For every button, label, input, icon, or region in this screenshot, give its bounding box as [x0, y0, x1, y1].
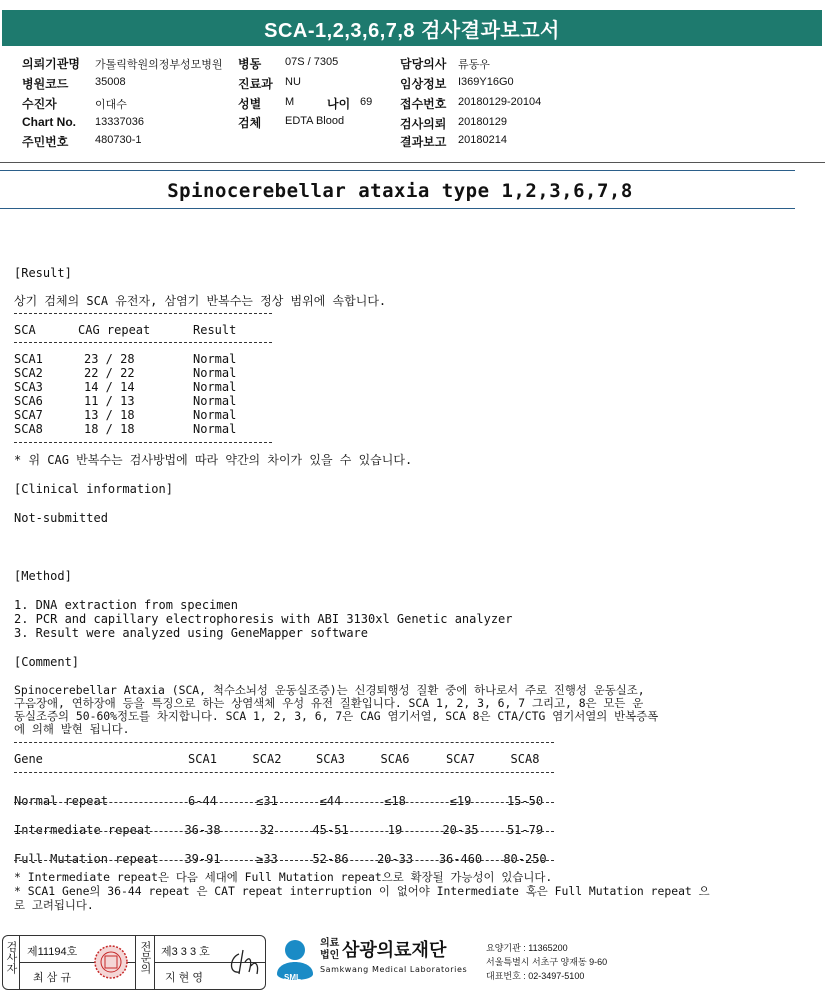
examiner-name: 최 삼 규	[33, 972, 71, 984]
value-receipt-no: 20180129-20104	[458, 96, 542, 108]
gene-header-cell: SCA2	[252, 752, 282, 766]
org-prefix-bottom: 법인	[320, 950, 340, 961]
gene-table-header	[14, 752, 556, 780]
comment-heading: [Comment]	[14, 655, 80, 669]
gene-cell: 20-33	[376, 852, 414, 866]
gene-header-cell: SCA1	[188, 752, 217, 766]
org-prefix-top: 의료	[320, 938, 340, 949]
org-phone: 대표번호 : 02-3497-5100	[486, 971, 585, 981]
cell-sca: SCA3	[14, 380, 43, 394]
cell-result: Normal	[193, 408, 237, 422]
reviewer-license: 제3 3 3 호	[161, 946, 210, 958]
label-resident-no: 주민번호	[22, 135, 69, 149]
gene-cell: 45-51	[312, 823, 349, 837]
gene-header-cell: SCA7	[446, 752, 475, 766]
table-row	[14, 394, 236, 408]
cell-sca: SCA2	[14, 366, 43, 380]
gene-cell: 15-50	[506, 794, 544, 808]
cell-cag: 11 / 13	[84, 394, 135, 408]
label-request-date: 검사의뢰	[400, 117, 447, 131]
label-institution: 의뢰기관명	[22, 57, 80, 71]
value-clinical-info: I369Y16G0	[458, 76, 514, 88]
label-ward: 병동	[238, 57, 262, 71]
divider	[14, 442, 272, 444]
org-address: 서울특별시 서초구 양재동 9-60	[486, 957, 608, 967]
svg-text:SML: SML	[284, 973, 301, 982]
gene-cell: 36-38	[184, 823, 221, 837]
label-age: 나이	[327, 97, 351, 111]
cell-cag: 22 / 22	[84, 366, 135, 380]
gene-header-cell: SCA8	[510, 752, 540, 766]
test-title: Spinocerebellar ataxia type 1,2,3,6,7,8	[167, 180, 633, 202]
label-patient: 수진자	[22, 97, 57, 111]
gene-cell: 39-91	[184, 852, 221, 866]
label-doctor: 담당의사	[400, 57, 447, 71]
cell-result: Normal	[193, 352, 237, 366]
examiner-license: 제11194호	[27, 946, 78, 958]
method-step: 2. PCR and capillary electrophoresis with ABI 3130xl Genetic analyzer	[14, 612, 513, 626]
comment-line: Spinocerebellar Ataxia (SCA, 척수소뇌성 운동실조증)는 신경퇴행성 질환 중에 하나로서 주로 진행성 운동실조,	[14, 683, 645, 697]
label-sex: 성별	[238, 97, 262, 111]
examiner-label: 검사자	[5, 941, 17, 974]
report-title: SCA-1,2,3,6,7,8 검사결과보고서	[2, 10, 822, 46]
value-ward: 07S / 7305	[285, 56, 339, 68]
value-hospital-code: 35008	[95, 76, 126, 88]
gene-cell: 6-44	[188, 794, 217, 808]
gene-row-label: Normal repeat	[14, 794, 108, 808]
result-note: * 위 CAG 반복수는 검사방법에 따라 약간의 차이가 있을 수 있습니다.	[14, 453, 413, 467]
method-step: 3. Result were analyzed using GeneMapper software	[14, 626, 369, 640]
cell-cag: 23 / 28	[84, 352, 135, 366]
table-row	[14, 380, 236, 394]
gene-row-label: Intermediate repeat	[14, 823, 152, 837]
label-clinical-info: 임상정보	[400, 77, 447, 91]
gene-cell: ≤19	[449, 794, 472, 808]
method-step: 1. DNA extraction from specimen	[14, 598, 238, 612]
value-department: NU	[285, 76, 301, 88]
column-header-sca: SCA	[14, 323, 36, 337]
divider	[14, 860, 554, 862]
comment-note: 로 고려됩니다.	[14, 898, 94, 912]
divider	[14, 313, 272, 315]
cell-sca: SCA1	[14, 352, 43, 366]
label-report-date: 결과보고	[400, 135, 447, 149]
gene-cell: ≤44	[319, 794, 342, 808]
gene-cell: 36-460	[438, 852, 483, 866]
column-header-result: Result	[193, 323, 237, 337]
gene-cell: ≤18	[384, 794, 406, 808]
gene-cell: ≤31	[256, 794, 278, 808]
label-hospital-code: 병원코드	[22, 77, 69, 91]
cell-result: Normal	[193, 366, 237, 380]
divider	[14, 802, 554, 804]
divider	[14, 772, 554, 774]
gene-header-cell: SCA6	[380, 752, 410, 766]
table-row	[14, 352, 236, 366]
value-chart-no: 13337036	[95, 116, 144, 128]
gene-row-label: Full Mutation repeat	[14, 852, 159, 866]
reviewer-label: 전문의	[139, 941, 151, 974]
clinical-heading: [Clinical information]	[14, 482, 173, 496]
value-report-date: 20180214	[458, 134, 507, 146]
sml-logo-icon	[272, 936, 318, 988]
comment-note: * SCA1 Gene의 36-44 repeat 은 CAT repeat interruption 이 없어야 Intermediate 혹은 Full Mutation repeat 으	[14, 884, 710, 898]
divider	[14, 742, 554, 744]
divider	[14, 342, 272, 344]
result-heading: [Result]	[14, 266, 72, 280]
comment-note: * Intermediate repeat은 다음 세대에 Full Mutation repeat으로 확장될 가능성이 있습니다.	[14, 870, 553, 884]
gene-cell: 19	[387, 823, 403, 837]
comment-line: 에 의해 발현 됩니다.	[14, 722, 130, 736]
value-request-date: 20180129	[458, 116, 507, 128]
org-name: 삼광의료재단	[342, 940, 447, 960]
label-receipt-no: 접수번호	[400, 97, 447, 111]
gene-repeat-table	[14, 752, 556, 866]
signature-box	[2, 935, 266, 990]
value-specimen: EDTA Blood	[285, 115, 345, 127]
sca-result-table	[14, 323, 273, 337]
org-code: 요양기관 : 11365200	[486, 943, 568, 953]
table-row	[14, 422, 236, 436]
gene-cell: 52-86	[312, 852, 349, 866]
title-rule-top	[0, 170, 795, 171]
cell-result: Normal	[193, 380, 237, 394]
cell-cag: 18 / 18	[84, 422, 135, 436]
sca-result-rows	[14, 352, 236, 436]
comment-line: 동실조증의 50-60%정도를 차지합니다. SCA 1, 2, 3, 6, 7은 CAG 염기서열, SCA 8은 CTA/CTG 염기서열의 반복증폭	[14, 709, 659, 723]
label-department: 진료과	[238, 77, 273, 91]
cell-cag: 14 / 14	[84, 380, 135, 394]
value-age: 69	[360, 96, 373, 108]
value-doctor: 류동우	[458, 59, 490, 71]
header-divider	[0, 162, 825, 163]
org-english-name: Samkwang Medical Laboratories	[320, 965, 468, 974]
label-chart-no: Chart No.	[22, 115, 76, 129]
gene-cell: 20-35	[442, 823, 479, 837]
value-institution: 가톨릭학원의정부성모병원	[95, 59, 223, 71]
gene-cell: 80-250	[503, 852, 547, 866]
divider	[135, 936, 136, 989]
cell-sca: SCA7	[14, 408, 43, 422]
signature-icon	[225, 946, 261, 980]
cell-sca: SCA8	[14, 422, 43, 436]
comment-line: 구음장애, 연하장애 등을 특징으로 하는 상염색체 우성 유전 질환입니다. SCA 1, 2, 3, 6, 7 그리고, 8은 모든 운	[14, 696, 644, 710]
value-sex: M	[285, 96, 295, 108]
gene-header-cell: Gene	[14, 752, 43, 766]
title-rule-bottom	[0, 208, 795, 209]
table-row	[14, 366, 236, 380]
value-resident-no: 480730-1	[95, 134, 142, 146]
clinical-text: Not-submitted	[14, 511, 108, 525]
cell-sca: SCA6	[14, 394, 43, 408]
seal-stamp-icon	[93, 944, 129, 980]
result-summary: 상기 검체의 SCA 유전자, 삼염기 반복수는 정상 범위에 속합니다.	[14, 294, 387, 308]
divider	[14, 831, 554, 833]
reviewer-name: 지 현 영	[165, 972, 203, 984]
cell-result: Normal	[193, 394, 237, 408]
column-header-cag: CAG repeat	[78, 323, 151, 337]
cell-result: Normal	[193, 422, 237, 436]
label-specimen: 검체	[238, 116, 262, 130]
table-row	[14, 408, 236, 422]
table-header-row	[14, 323, 273, 337]
cell-cag: 13 / 18	[84, 408, 135, 422]
value-patient: 이대수	[95, 99, 127, 111]
gene-cell: ≥33	[256, 852, 278, 866]
gene-header-cell: SCA3	[316, 752, 345, 766]
gene-cell: 32	[259, 823, 275, 837]
gene-cell: 51-79	[506, 823, 544, 837]
method-heading: [Method]	[14, 569, 72, 583]
